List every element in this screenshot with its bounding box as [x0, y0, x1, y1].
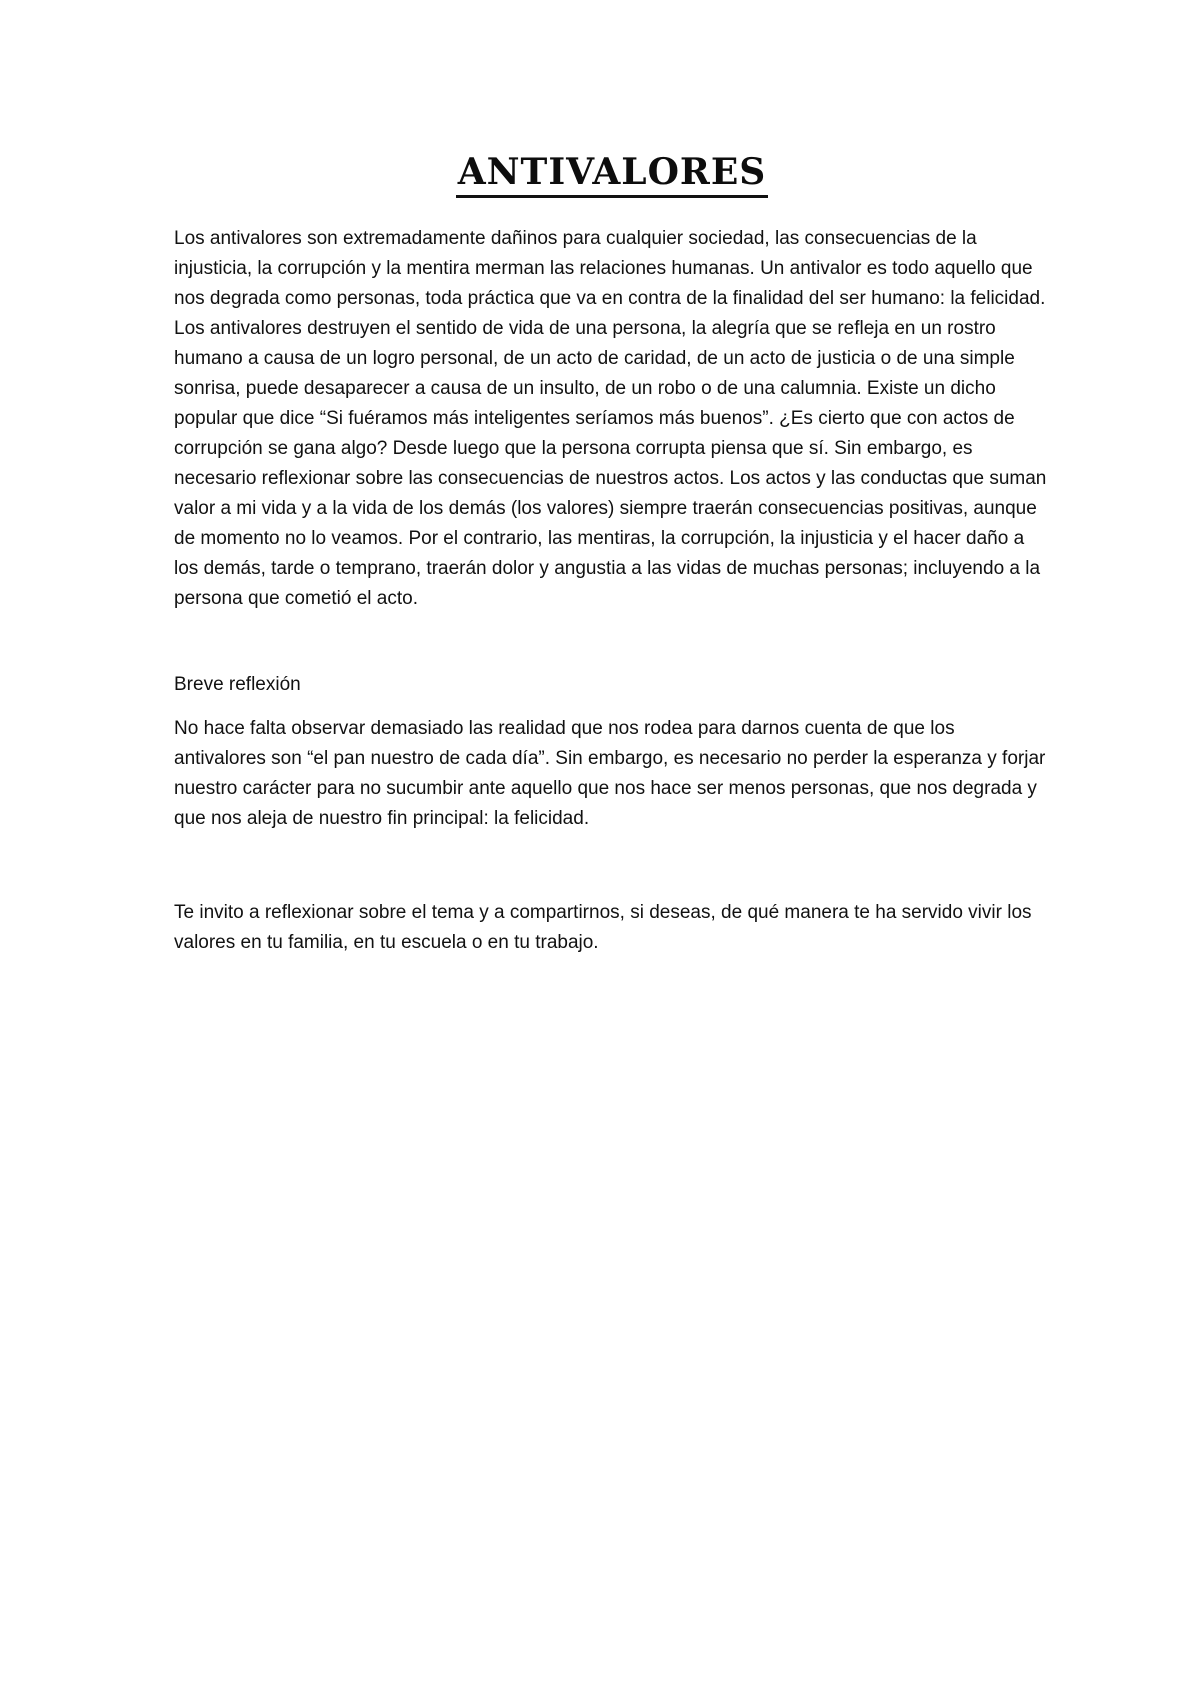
title-container [174, 150, 1050, 198]
section-spacer [174, 614, 1050, 670]
section-spacer [174, 834, 1050, 898]
reflection-paragraph: No hace falta observar demasiado las realidad que nos rodea para darnos cuenta de que los antivalores son “el pan nuestro de cada día”. Sin embargo, es necesario no perder la esperanza y forjar nuestro carácter para no sucumbir ante aquello que nos hace ser menos personas, que nos degrada y que nos aleja de nuestro fin principal: la felicidad. [174, 718, 1046, 829]
document-body [174, 150, 1050, 958]
subheading: Breve reflexión [174, 674, 301, 695]
document-title: ANTIVALORES [456, 150, 769, 198]
intro-paragraph: Los antivalores son extremadamente dañinos para cualquier sociedad, las consecuencias de la injusticia, la corrupción y la mentira merman las relaciones humanas. Un antivalor es todo aquello que nos degrada como personas, toda práctica que va en contra de la finalidad del ser humano: la felicidad. Los antivalores destruyen el sentido de vida de una persona, la alegría que se refleja en un rostro humano a causa de un logro personal, de un acto de caridad, de un acto de justicia o de una simple sonrisa, puede desaparecer a causa de un insulto, de un robo o de una calumnia. Existe un dicho popular que dice “Si fuéramos más inteligentes seríamos más buenos”. ¿Es cierto que con actos de corrupción se gana algo? Desde luego que la persona corrupta piensa que sí. Sin embargo, es necesario reflexionar sobre las consecuencias de nuestros actos. Los actos y las conductas que suman valor a mi vida y a la vida de los demás (los valores) siempre traerán consecuencias positivas, aunque de momento no lo veamos. Por el contrario, las mentiras, la corrupción, la injusticia y el hacer daño a los demás, tarde o temprano, traerán dolor y angustia a las vidas de muchas personas; incluyendo a la persona que cometió el acto. [174, 228, 1047, 609]
closing-paragraph: Te invito a reflexionar sobre el tema y a compartirnos, si deseas, de qué manera te ha servido vivir los valores en tu familia, en tu escuela o en tu trabajo. [174, 902, 1032, 953]
